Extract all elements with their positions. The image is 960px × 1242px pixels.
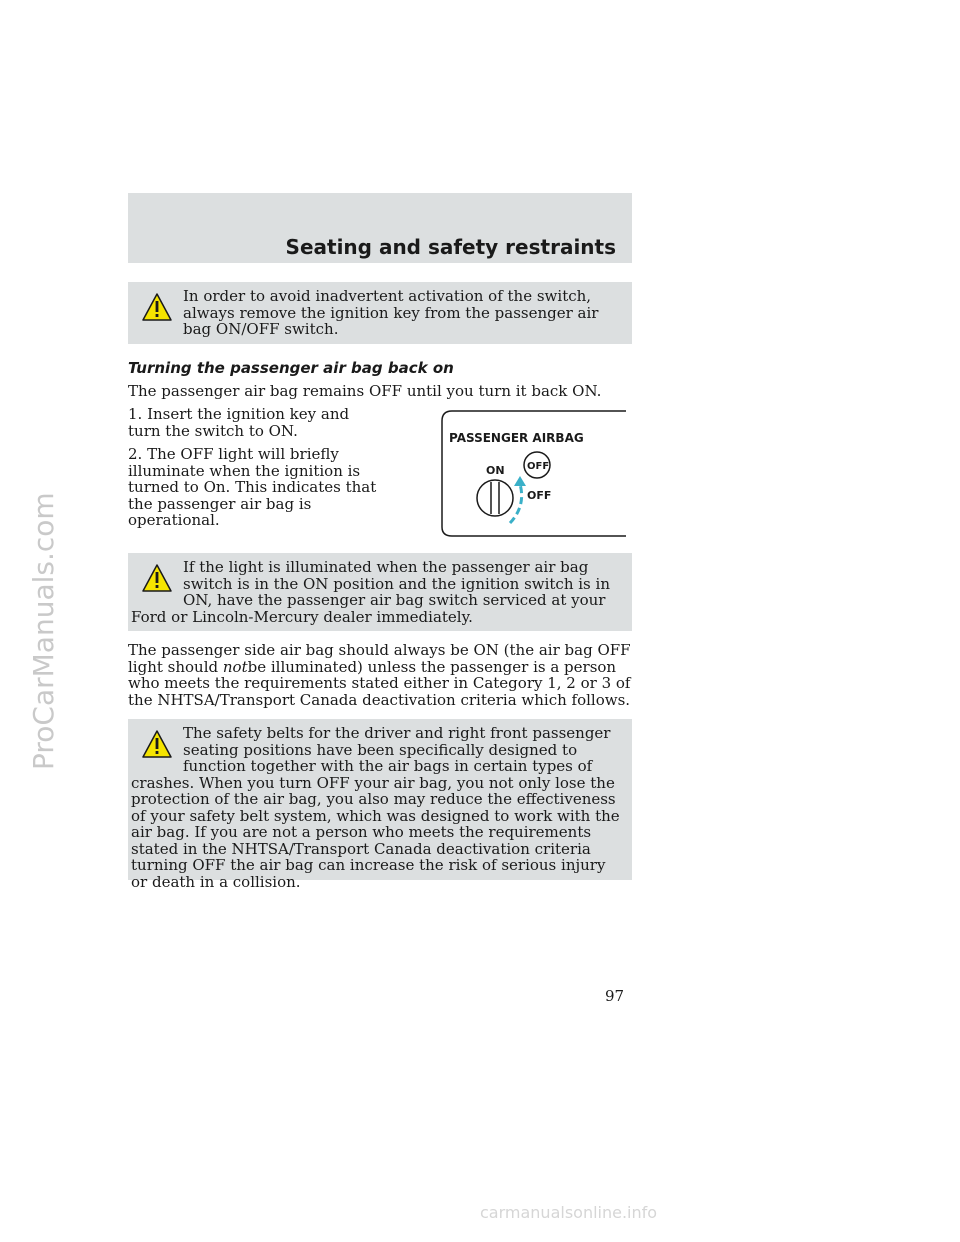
step-1: 1. Insert the ignition key and turn the switch to ON. [128,405,350,440]
figure-off-label: OFF [527,489,552,502]
body-paragraph [128,642,632,708]
airbag-switch-figure [440,410,626,537]
side-watermark-text: ProCarManuals.com [27,492,60,770]
footer-watermark[interactable]: carmanualsonline.info [480,1203,658,1222]
warning-triangle-icon [141,561,173,595]
side-watermark [8,430,68,790]
warning-text: If the light is illuminated when the passenger air bag switch is in the ON position and the ignition switch is in ON, have the passenger air bag switch serviced at your Ford or Lincoln-Mercury dealer immediately. [131,558,610,626]
page-number: 97 [605,987,625,1005]
figure-on-label: ON [486,464,505,477]
ignition-key-switch-icon [477,480,513,516]
warning-box-ignition-key [128,282,632,344]
figure-title: PASSENGER AIRBAG [449,431,584,445]
body-text-emphasis: not [222,657,248,676]
warning-text: In order to avoid inadvertent activation of the switch, always remove the ignition key from the passenger air bag ON/OFF switch. [183,287,599,338]
page-title: Seating and safety restraints [285,235,616,259]
body-text-part1: The passenger side air bag should always be ON (the air bag OFF light should [128,641,631,676]
warning-text: The safety belts for the driver and right front passenger seating positions have been specifically designed to function together with the air bags in certain types of crashes. When you turn OFF your air bag, you not only lose the protection of the air bag, you also may reduce the effectiveness of your safety belt system, which was designed to work with the air bag. If you are not a person who meets the requirements stated in the NHTSA/Transport Canada deactivation criteria turning OFF the air bag can increase the risk of serious injury or death in a collision. [131,724,620,891]
step-2: 2. The OFF light will briefly illuminate when the ignition is turned to On. This indicates that the passenger air bag is operational. [128,445,377,529]
warning-box-switch-service [128,553,632,631]
section-header [128,193,632,263]
warning-triangle-icon [141,727,173,761]
section-heading: Turning the passenger air bag back on [128,359,454,377]
body-text-part2: be illuminated) unless the passenger is a person who meets the requirements stated either in Category 1, 2 or 3 of the NHTSA/Transport Canada deactivation criteria which follows. [128,657,631,709]
warning-box-safety-belts [128,719,632,891]
warning-triangle-icon [141,290,173,324]
figure-off-light-label: OFF [527,461,550,472]
intro-paragraph: The passenger air bag remains OFF until you turn it back ON. [128,382,602,400]
